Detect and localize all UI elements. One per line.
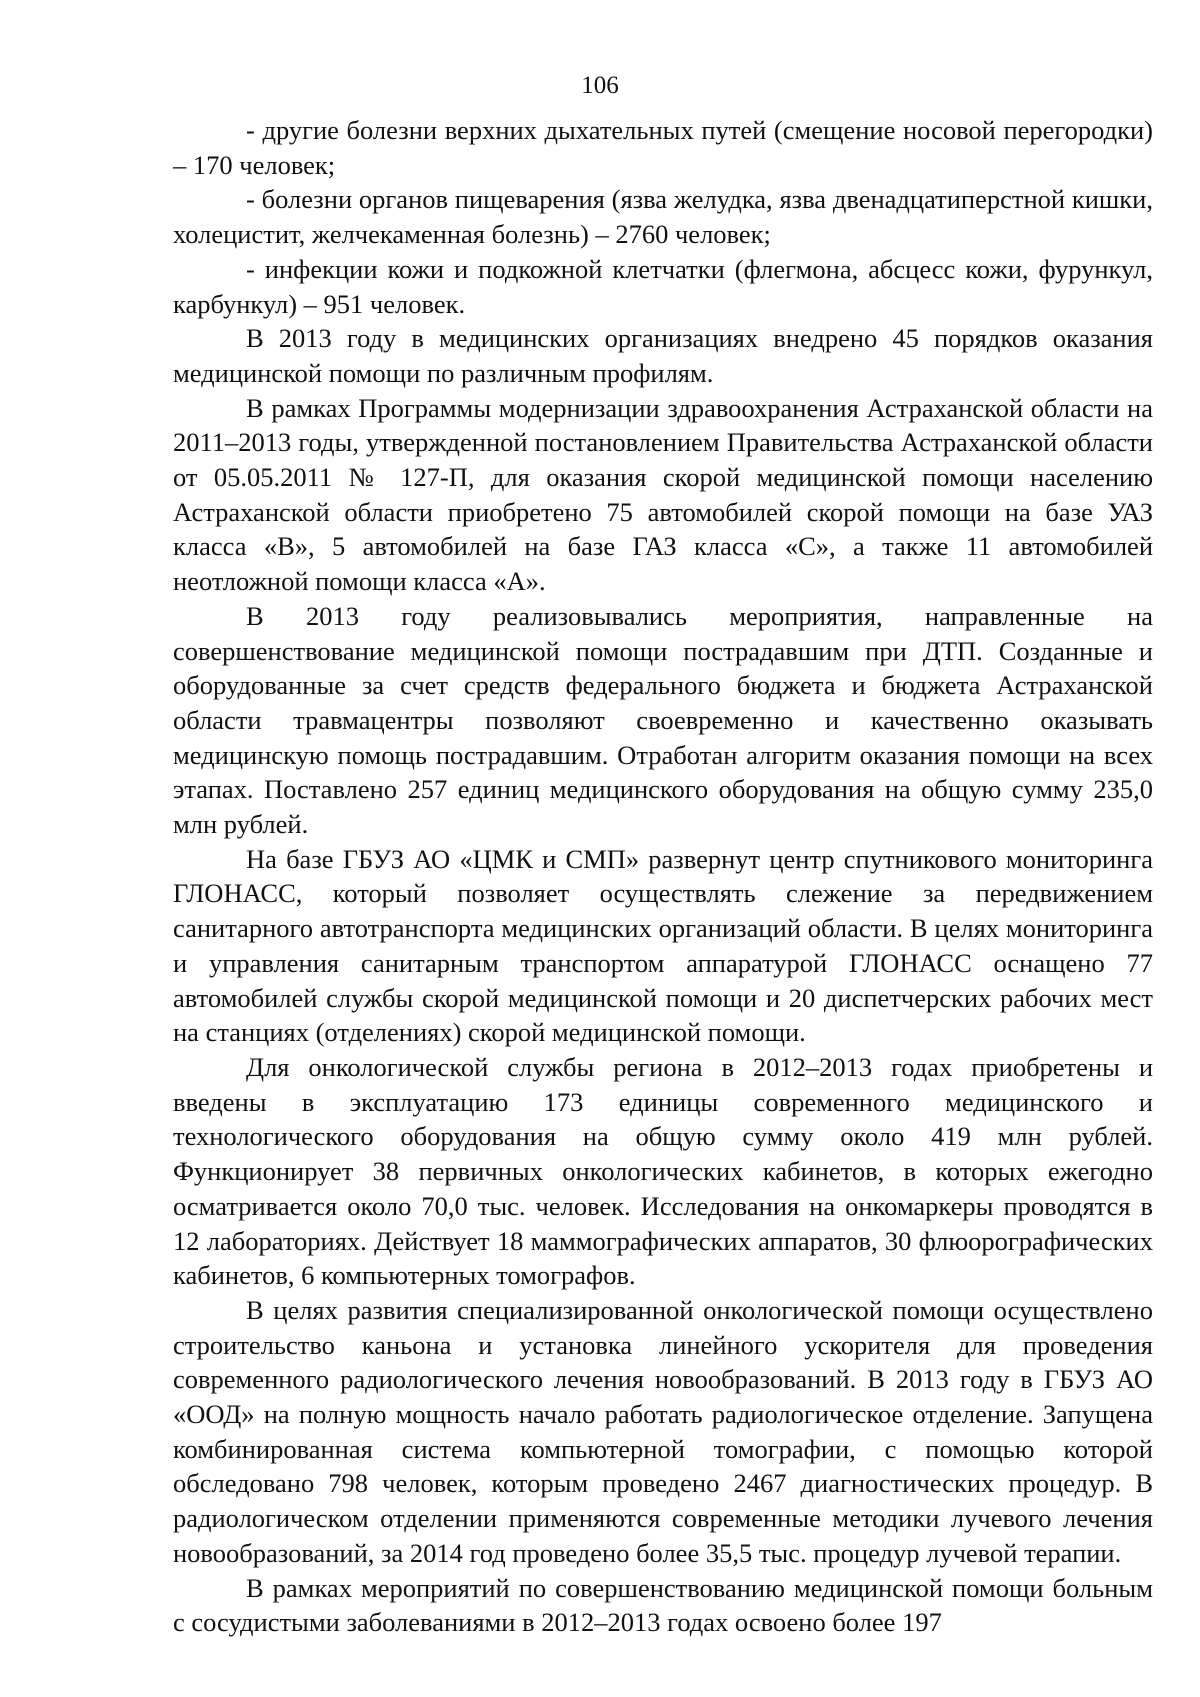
list-item-digestive-diseases: - болезни органов пищеварения (язва желудка, язва двенадцатиперстной кишки, холецистит, желчекаменная болезнь) – 2760 человек; xyxy=(173,184,1153,250)
paragraph-vascular-diseases: В рамках мероприятий по совершенствованию медицинской помощи больным с сосудистыми заболеваниями в 2012–2013 годах освоено более 197 xyxy=(173,1572,1153,1638)
paragraph-care-procedures: В 2013 году в медицинских организациях внедрено 45 порядков оказания медицинской помощи по различным профилям. xyxy=(173,323,1153,388)
paragraph-oncology-service: Для онкологической службы региона в 2012–2013 годах приобретены и введены в эксплуатацию 173 единицы современного медицинского и технологического оборудования на общую сумму около 419 млн рублей. Функционирует 38 первичных онкологических кабинетов, в которых ежегодно осматривается около 70,0 тыс. человек. Исследования на онкомаркеры проводятся в 12 лабораториях. Действует 18 маммографических аппаратов, 30 флюорографических кабинетов, 6 компьютерных томографов. xyxy=(173,1051,1153,1291)
list-item-respiratory-diseases: - другие болезни верхних дыхательных путей (смещение носовой перегородки) – 170 человек; xyxy=(173,115,1153,180)
body-text xyxy=(173,113,1153,1640)
page-number: 106 xyxy=(581,72,619,99)
paragraph-glonass-monitoring: На базе ГБУЗ АО «ЦМК и СМП» развернут центр спутникового мониторинга ГЛОНАСС, который позволяет осуществлять слежение за передвижением санитарного автотранспорта медицинских организаций области. В целях мониторинга и управления санитарным транспортом аппаратурой ГЛОНАСС оснащено 77 автомобилей службы скорой медицинской помощи и 20 диспетчерских рабочих мест на станциях (отделениях) скорой медицинской помощи. xyxy=(173,843,1153,1048)
paragraph-radiology-department: В целях развития специализированной онкологической помощи осуществлено строительство каньона и установка линейного ускорителя для проведения современного радиологического лечения новообразований. В 2013 году в ГБУЗ АО «ООД» на полную мощность начало работать радиологическое отделение. Запущена комбинированная система компьютерной томографии, с помощью которой обследовано 798 человек, которым проведено 2467 диагностических процедур. В радиологическом отделении применяются современные методики лучевого лечения новообразований, за 2014 год проведено более 35,5 тыс. процедур лучевой терапии. xyxy=(173,1294,1153,1568)
paragraph-road-accident-care: В 2013 году реализовывались мероприятия, направленные на совершенствование медицинской помощи пострадавшим при ДТП. Созданные и оборудованные за счет средств федерального бюджета и бюджета Астраханской области травмацентры позволяют своевременно и качественно оказывать медицинскую помощь пострадавшим. Отработан алгоритм оказания помощи на всех этапах. Поставлено 257 единиц медицинского оборудования на общую сумму 235,0 млн рублей. xyxy=(173,600,1153,840)
paragraph-modernization-program: В рамках Программы модернизации здравоохранения Астраханской области на 2011–2013 годы, утвержденной постановлением Правительства Астраханской области от 05.05.2011 № 127-П, для оказания скорой медицинской помощи населению Астраханской области приобретено 75 автомобилей скорой помощи на базе УАЗ класса «В», 5 автомобилей на базе ГАЗ класса «С», а также 11 автомобилей неотложной помощи класса «А». xyxy=(173,392,1153,597)
list-item-skin-infections: - инфекции кожи и подкожной клетчатки (флегмона, абсцесс кожи, фурункул, карбункул) – 951 человек. xyxy=(173,253,1153,319)
